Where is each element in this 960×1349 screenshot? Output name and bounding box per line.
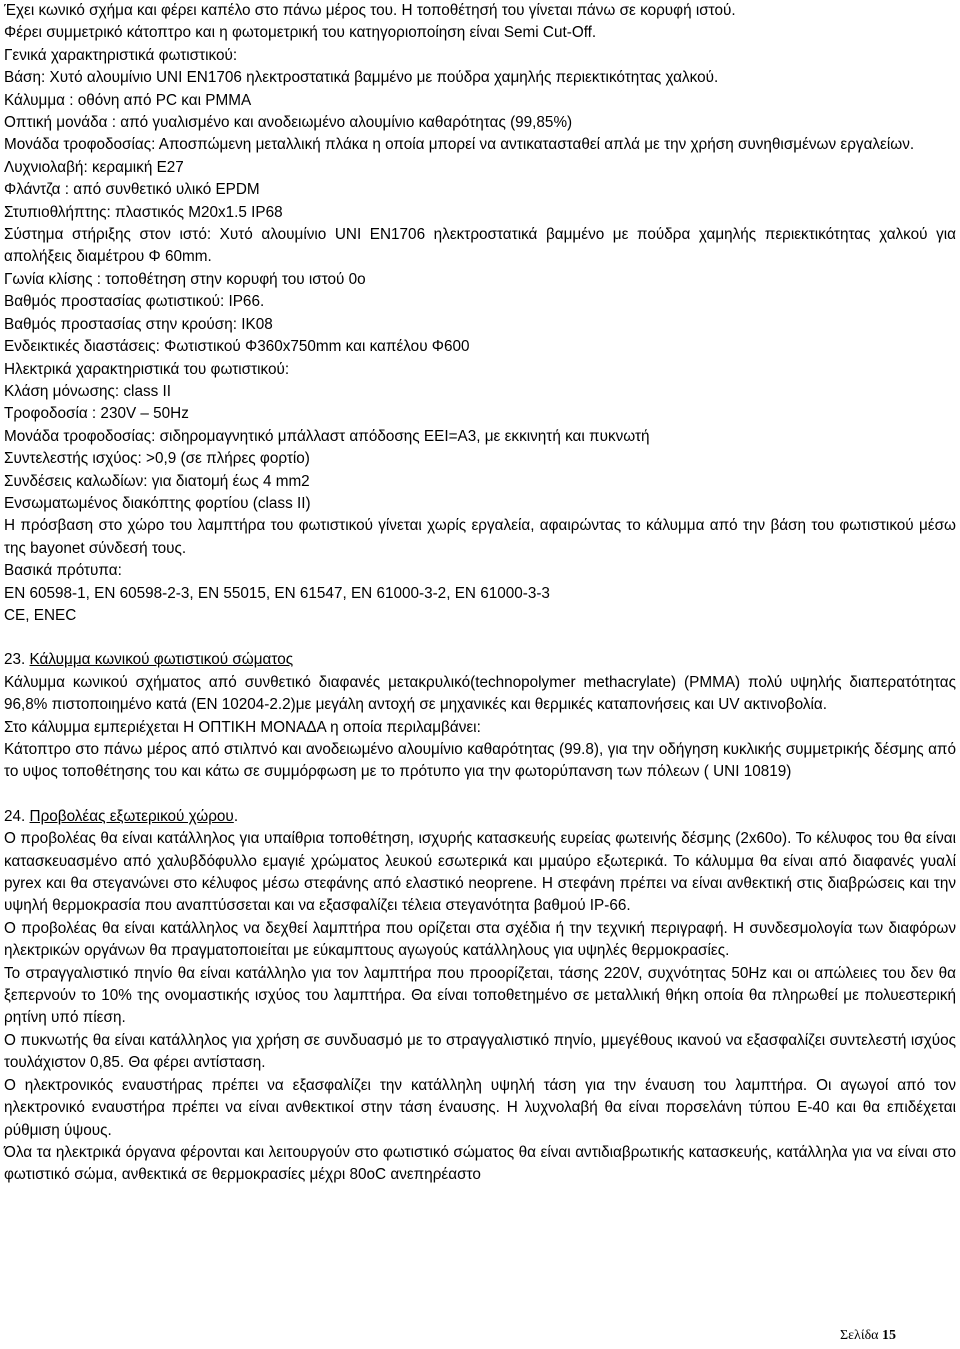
section-number: 24. — [4, 807, 26, 825]
text-paragraph: Ο ηλεκτρονικός εναυστήρας πρέπει να εξασφαλίζει την κατάλληλη υψηλή τάση για την έναυση του λαμπτήρα. Οι αγωγοί από τον ηλεκτρονικό εναυστήρα πρέπει να είναι ανθεκτικοί στην τάση έναυσης. Η λυχνολαβή θα είναι πορσελάνη τύπου Ε-40 και θα επιδέχεται ρύθμιση ύψους. — [4, 1076, 956, 1139]
section-23-heading — [4, 649, 956, 671]
section-24-heading — [4, 806, 956, 828]
text-paragraph: Σύστημα στήριξης στον ιστό: Χυτό αλουμίνιο UNI EN1706 ηλεκτροστατικά βαμμένο με πούδρα χαμηλής περιεκτικότητας χαλκού για απολήξεις διαμέτρου Φ 60mm. — [4, 226, 956, 266]
text-line: Βασικά πρότυπα: — [4, 562, 122, 580]
text-line: Κάλυμμα : οθόνη από PC και PMMA — [4, 91, 252, 109]
text-line: Βάση: Χυτό αλουμίνιο UNI EN1706 ηλεκτροστατικά βαμμένο με πούδρα χαμηλής περιεκτικότητας χαλκού. — [4, 69, 719, 87]
text-line: Γωνία κλίσης : τοποθέτηση στην κορυφή του ιστού 0ο — [4, 270, 366, 288]
text-paragraph: Μονάδα τροφοδοσίας: Αποσπώμενη μεταλλική πλάκα η οποία μπορεί να αντικατασταθεί απλά με την χρήση συνηθισμένων εργαλείων. — [4, 136, 915, 154]
text-line: Κλάση μόνωσης: class II — [4, 382, 171, 400]
text-line: Ενσωματωμένος διακόπτης φορτίου (class II) — [4, 494, 311, 512]
text-line: Ηλεκτρικά χαρακτηριστικά του φωτιστικού: — [4, 360, 290, 378]
text-line: Έχει κωνικό σχήμα και φέρει καπέλο στο πάνω μέρος του. Η τοποθέτησή του γίνεται πάνω σε κορυφή ιστού. — [4, 2, 736, 19]
page-footer — [840, 1328, 896, 1344]
text-paragraph: Κάλυμμα κωνικού σχήματος από συνθετικό διαφανές μετακρυλικό(technopolymer methacrylate) (PMMA) πολύ υψηλής διαπερατότητας 96,8% πιστοποιημένο κατά (EN 10204-2.2)με μεγάλη αντοχή σε μηχανικές και θερμικές καταπονήσεις και UV ακτινοβολία. — [4, 673, 956, 714]
text-paragraph: Ο προβολέας θα είναι κατάλληλος για υπαίθρια τοποθέτηση, ισχυρής κατασκευής ευρείας φωτεινής δέσμης (2x60ο). Το κέλυφος του θα είναι κατασκευασμένο από χαλυβδόφυλλο εμαγιέ χρώματος λευκού εσωτερικά και μμαύρο εξωτερικά. Το κάλυμμα θα είναι από διαφανές γυαλί pyrex και θα στεγανώνει στο κέλυφος μέσω στεφάνης από ελαστικό neoprene. Η στεφάνη πρέπει να είναι ανθεκτική στις διαβρώσεις και την υψηλή θερμοκρασία που αναπτύσσεται και να εξασφαλίζει τέλεια στεγανότητα βαθμού ΙΡ-66. — [4, 830, 956, 915]
text-paragraph: Ο προβολέας θα είναι κατάλληλος να δεχθεί λαμπτήρα που ορίζεται στα σχέδια ή την τεχνική περιγραφή. Η συνδεσμολογία των διαφόρων ηλεκτρικών οργάνων θα πραγματοποιείται με εύκαμπτους αγωγούς κατάλληλους για υψηλές θερμοκρασίες. — [4, 919, 956, 960]
document-body — [4, 0, 956, 1187]
text-line: Τροφοδοσία : 230V – 50Hz — [4, 405, 189, 423]
text-line: Στο κάλυμμα εμπεριέχεται Η ΟΠΤΙΚΗ ΜΟΝΑΔΑ η οποία περιλαμβάνει: — [4, 718, 481, 736]
section-title: Προβολέας εξωτερικού χώρου — [29, 807, 234, 825]
section-title: Κάλυμμα κωνικού φωτιστικού σώματος — [29, 651, 294, 669]
text-line: EN 60598-1, EN 60598-2-3, EN 55015, EN 61547, EN 61000-3-2, EN 61000-3-3 — [4, 584, 550, 602]
text-line: Μονάδα τροφοδοσίας: σιδηρομαγνητικό μπάλλαστ απόδοσης ΕΕΙ=Α3, με εκκινητή και πυκνωτή — [4, 427, 650, 445]
spacer — [4, 627, 956, 649]
page-number: 15 — [882, 1328, 897, 1343]
text-paragraph: Η πρόσβαση στο χώρο του λαμπτήρα του φωτιστικού γίνεται χωρίς εργαλεία, αφαιρώντας το κάλυμμα από την βάση του φωτιστικού μέσω της bayonet σύνδεσή τους. — [4, 517, 956, 557]
text-line: Συνδέσεις καλωδίων: για διατομή έως 4 mm2 — [4, 472, 310, 490]
section-number: 23. — [4, 651, 26, 669]
text-paragraph: Ο πυκνωτής θα είναι κατάλληλος για χρήση σε συνδυασμό με το στραγγαλιστικό πηνίο, μμεγέθους ικανού να εξασφαλίζει συντελεστή ισχύος τουλάχιστον 0,85. Θα φέρει αντίσταση. — [4, 1031, 956, 1072]
text-line: Οπτική μονάδα : από γυαλισμένο και ανοδειωμένο αλουμίνιο καθαρότητας (99,85%) — [4, 114, 573, 132]
text-line: Ενδεικτικές διαστάσεις: Φωτιστικού Φ360x750mm και καπέλου Φ600 — [4, 338, 470, 356]
text-line: Φέρει συμμετρικό κάτοπτρο και η φωτομετρική του κατηγοριοποίηση είναι Semi Cut-Off. — [4, 24, 597, 42]
text-line: Βαθμός προστασίας φωτιστικού: IP66. — [4, 293, 265, 311]
text-paragraph: Όλα τα ηλεκτρικά όργανα φέρονται και λειτουργούν στο φωτιστικό σώματος θα είναι αντιδιαβρωτικής κατασκευής, κατάλληλα για να είναι στο φωτιστικό σώμα, ανθεκτικά σε θερμοκρασίες μέχρι 80οC ανεπηρέαστο — [4, 1143, 956, 1184]
page-label: Σελίδα — [840, 1328, 879, 1343]
text-line: Συντελεστής ισχύος: >0,9 (σε πλήρες φορτίο) — [4, 450, 310, 468]
text-line: Λυχνιολαβή: κεραμική Ε27 — [4, 158, 184, 176]
text-paragraph: Κάτοπτρο στο πάνω μέρος από στιλπνό και ανοδειωμένο αλουμίνιο καθαρότητας (99.8), για την οδήγηση κυκλικής συμμετρικής δέσμης από το υψος τοποθέτησης του και κάτω σε συμμόρφωση με το πρότυπο για την φωτορύπανση των πόλεων ( UNI 10819) — [4, 741, 956, 781]
section-title-suffix: . — [233, 807, 239, 825]
text-line: Γενικά χαρακτηριστικά φωτιστικού: — [4, 46, 238, 64]
text-line: CE, ENEC — [4, 606, 77, 624]
text-paragraph: Το στραγγαλιστικό πηνίο θα είναι κατάλληλο για τον λαμπτήρα που προορίζεται, τάσης 220V, συχνότητας 50Hz και οι απώλειες του δεν θα ξεπερνούν το 10% της ονομαστικής ισχύος του λαμπτήρα. Θα είναι τοποθετημένο σε μεταλλική θήκη οποία θα πληρωθεί με πολυεστερική ρητίνη υπό πίεση. — [4, 964, 956, 1027]
text-line: Βαθμός προστασίας στην κρούση: ΙΚ08 — [4, 315, 273, 333]
text-line: Φλάντζα : από συνθετικό υλικό EPDM — [4, 181, 260, 199]
spacer — [4, 784, 956, 806]
text-line: Στυπιοθλήπτης: πλαστικός Μ20x1.5 IP68 — [4, 203, 283, 221]
